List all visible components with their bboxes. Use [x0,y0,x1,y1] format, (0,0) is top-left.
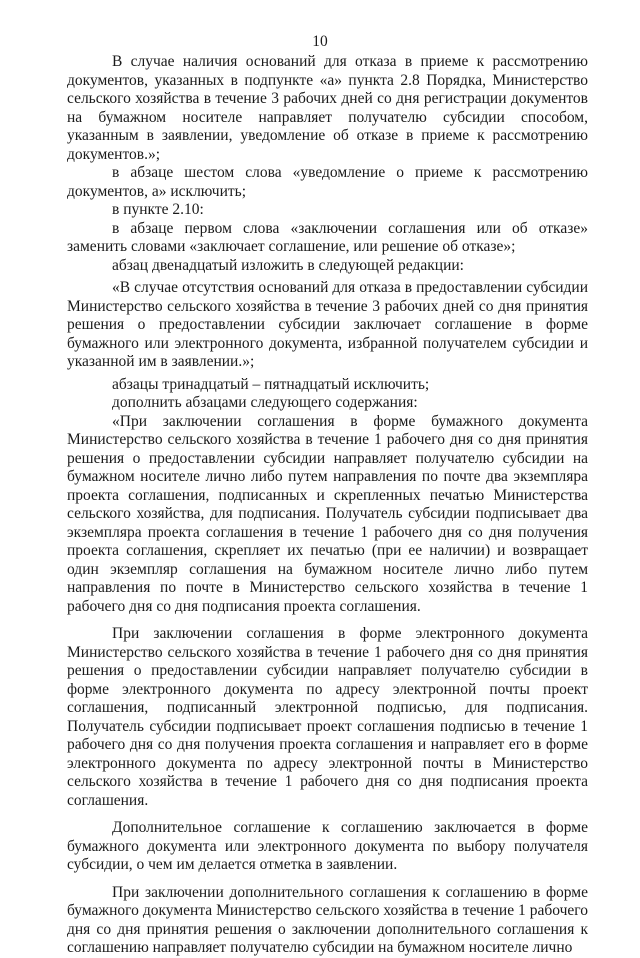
page-number: 10 [312,33,328,50]
paragraph: «При заключении соглашения в форме бумажного документа Министерство сельского хозяйства в течение 1 рабочего дня со дня принятия решения о предоставлении субсидии направляет получателю субсидии на бумажном носителе лично либо путем направления по почте два экземпляра проекта соглашения, подписанных и скрепленных печатью Министерства сельского хозяйства, для подписания. Получатель субсидии подписывает два экземпляра проекта соглашения в течение 1 рабочего дня со дня получения проекта соглашения, скрепляет их печатью (при ее наличии) и возвращает один экземпляр соглашения на бумажном носителе лично либо путем направления по почте в Министерство сельского хозяйства в течение 1 рабочего дня со дня подписания проекта соглашения. [67,412,588,615]
paragraph: в пункте 2.10: [112,201,204,218]
paragraph: При заключении дополнительного соглашения к соглашению в форме бумажного документа Министерство сельского хозяйства в течение 1 рабочего дня со дня принятия решения о заключении дополнительного соглашения к соглашению направляет получателю субсидии на бумажном носителе лично [67,883,588,956]
paragraph: В случае наличия оснований для отказа в приеме к рассмотрению документов, указанных в подпункте «а» пункта 2.8 Порядка, Министерство сельского хозяйства в течение 3 рабочих дней со дня регистрации документов на бумажном носителе направляет получателю субсидии способом, указанным в заявлении, уведомление об отказе в приеме к рассмотрению документов.»; [67,53,588,163]
paragraph: дополнить абзацами следующего содержания: [112,394,418,411]
paragraph: абзац двенадцатый изложить в следующей редакции: [112,256,464,274]
paragraph: «В случае отсутствия оснований для отказа в предоставлении субсидии Министерство сельского хозяйства в течение 3 рабочих дней со дня принятия решения о предоставлении субсидии заключает соглашение в форме бумажного или электронного документа, избранной получателем субсидии и указанной им в заявлении.»; [67,279,588,370]
paragraph: Дополнительное соглашение к соглашению заключается в форме бумажного документа или электронного документа по выбору получателя субсидии, о чем им делается отметка в заявлении. [67,819,588,873]
paragraph: абзацы тринадцатый – пятнадцатый исключить; [112,375,430,393]
paragraph: в абзаце первом слова «заключении соглашения или об отказе» заменить словами «заключает соглашение, или решение об отказе»; [67,219,588,255]
document-body [67,53,588,958]
paragraph: в абзаце шестом слова «уведомление о приеме к рассмотрению документов, а» исключить; [67,164,588,200]
paragraph: При заключении соглашения в форме электронного документа Министерство сельского хозяйства в течение 1 рабочего дня со дня принятия решения о предоставлении субсидии направляет получателю субсидии в форме электронного документа по адресу электронной почты проект соглашения, подписанный электронной подписью, для подписания. Получатель субсидии подписывает проект соглашения подписью в течение 1 рабочего дня со дня получения проекта соглашения и направляет его в форме электронного документа по адресу электронной почты в Министерство сельского хозяйства в течение 1 рабочего дня со дня подписания проекта соглашения. [67,625,588,809]
